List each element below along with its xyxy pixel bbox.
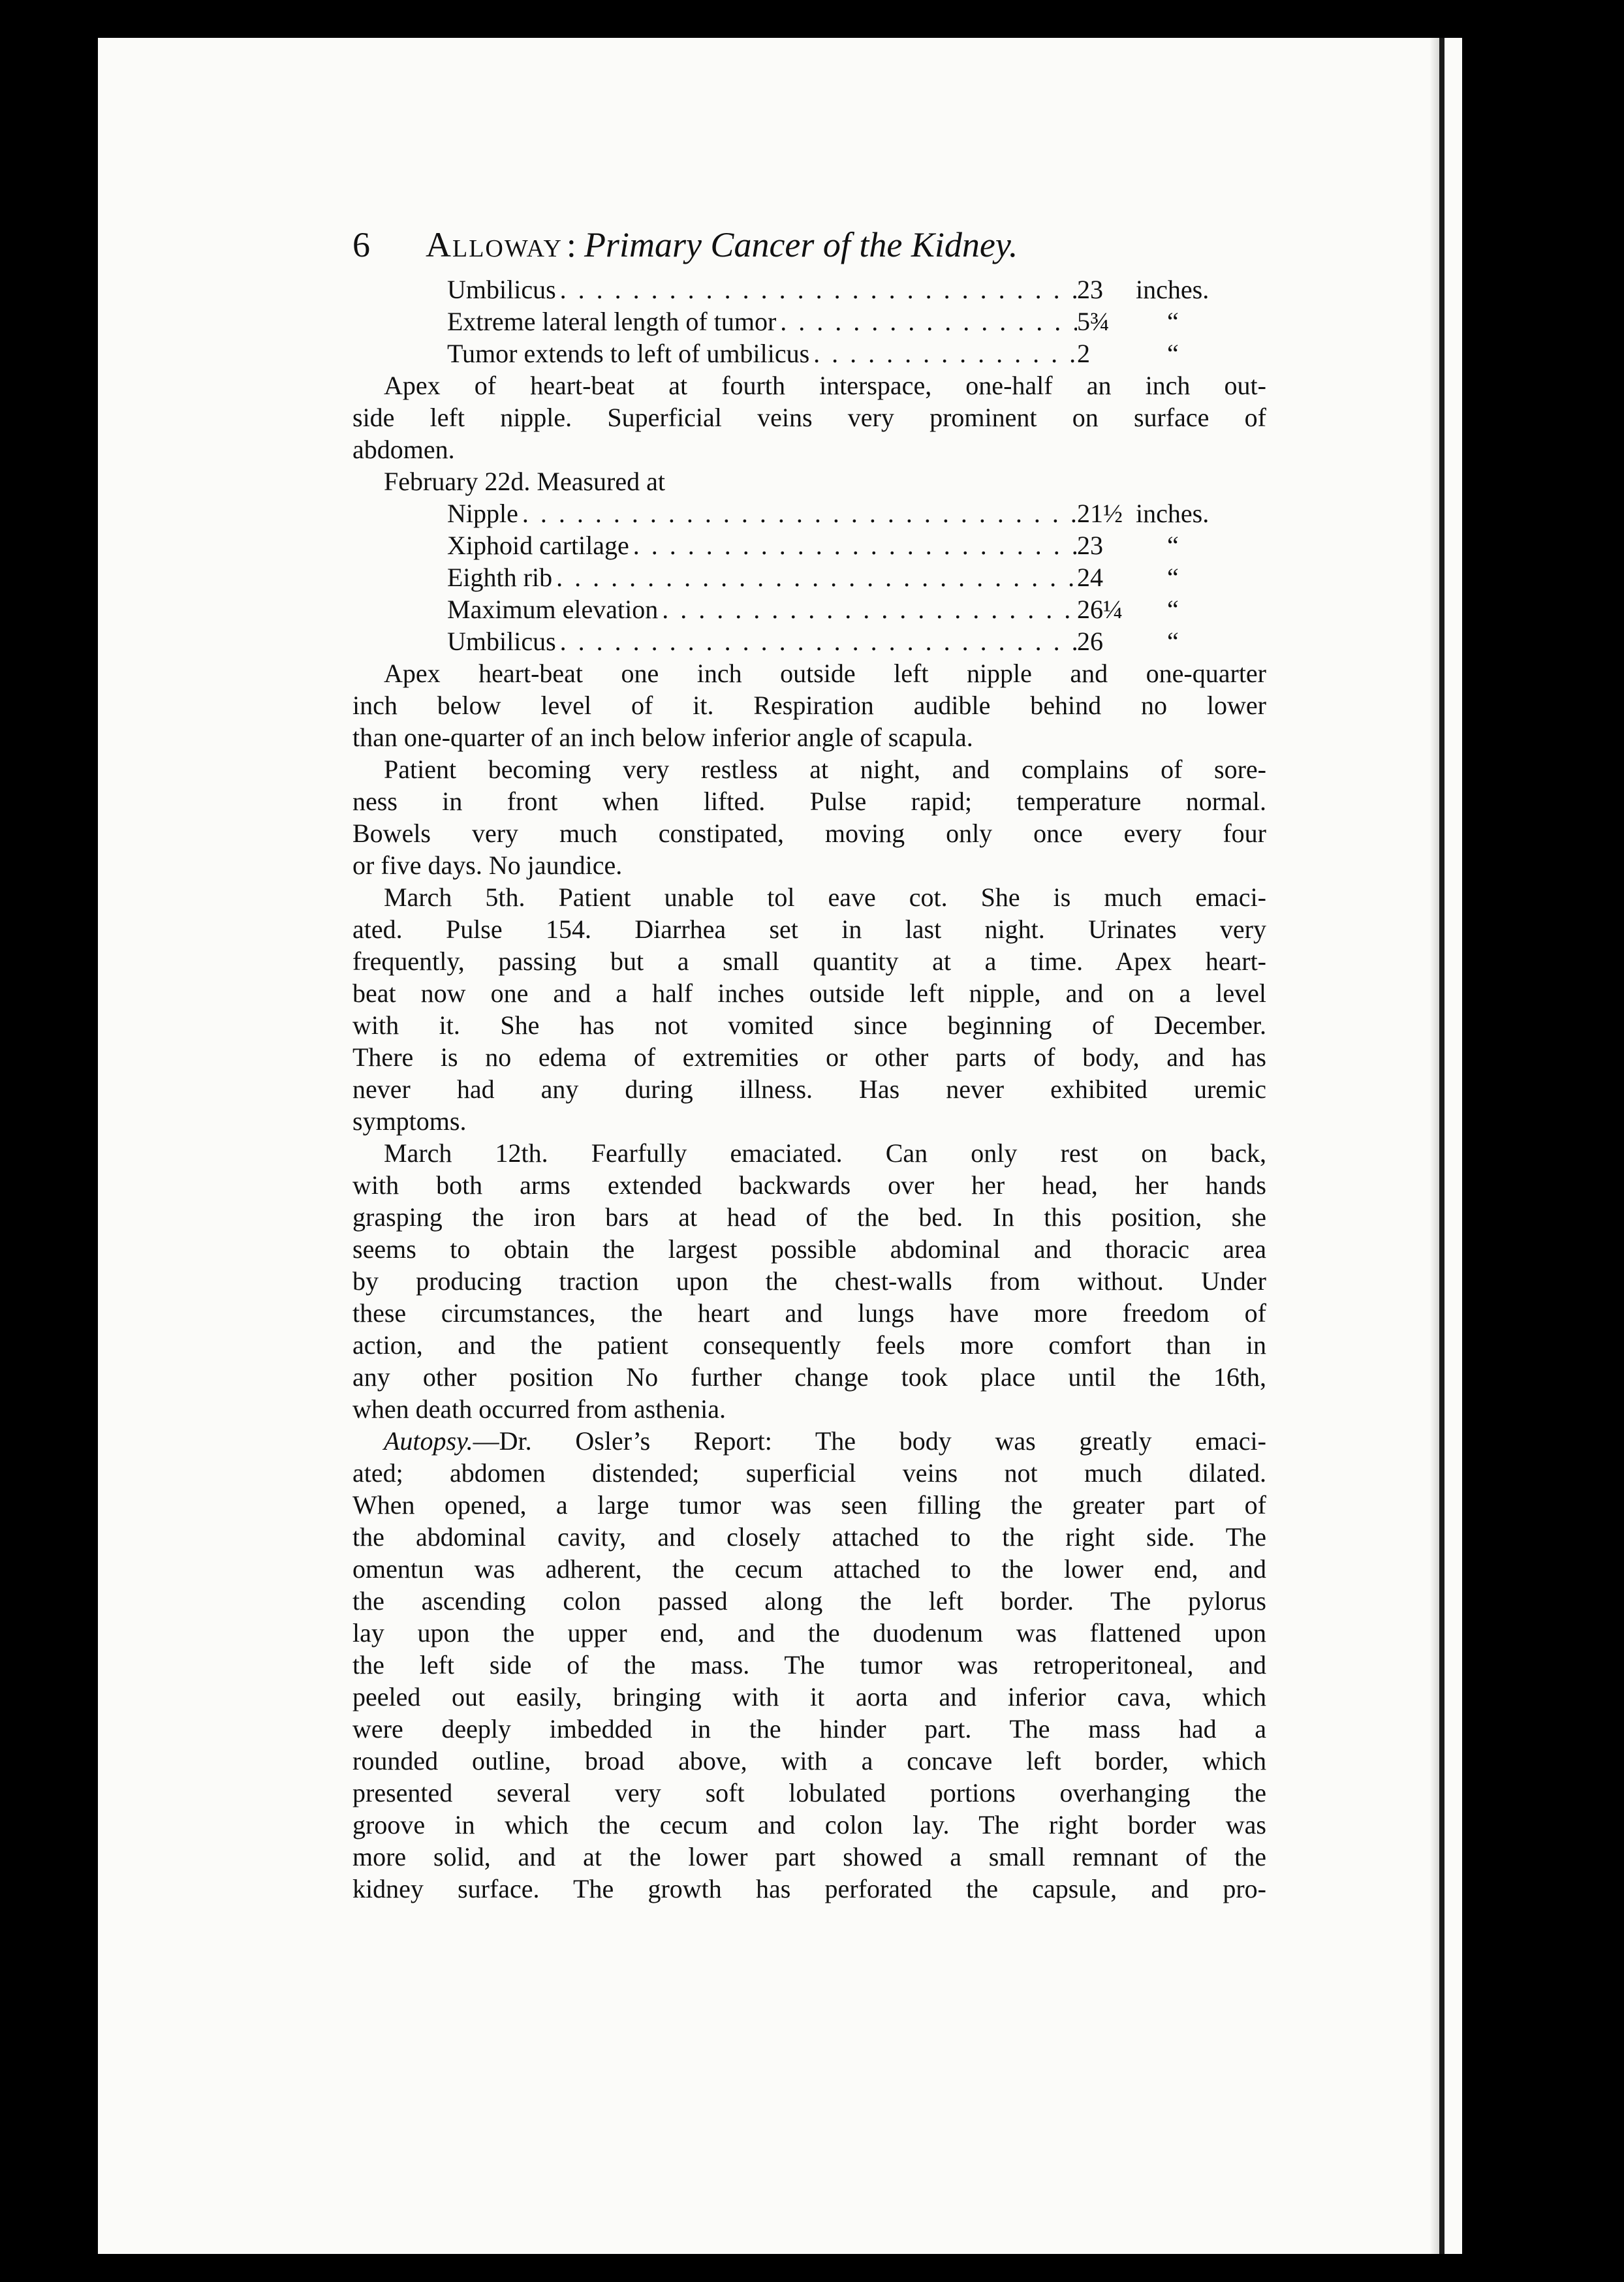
measurement-label: Umbilicus <box>447 627 556 656</box>
measurement-label: Umbilicus <box>447 275 556 304</box>
text-line: inch below level of it. Respiration audible behind no lower <box>352 691 1266 720</box>
running-header-author: Alloway <box>426 225 563 264</box>
measurement-value: 26¼ <box>1077 595 1123 624</box>
measurement-unit: “ <box>1167 531 1179 560</box>
text-line: seems to obtain the largest possible abdominal and thoracic area <box>352 1234 1266 1264</box>
dot-leader <box>556 625 1077 657</box>
text-line: more solid, and at the lower part showed a small remnant of the <box>352 1842 1266 1871</box>
measurement-unit: “ <box>1167 563 1179 592</box>
measurement-label: Xiphoid cartilage <box>447 531 629 560</box>
text-line: never had any during illness. Has never exhibited uremic <box>352 1074 1266 1104</box>
measurement-unit: “ <box>1167 307 1179 336</box>
text-line: lay upon the upper end, and the duodenum was flattened upon <box>352 1618 1266 1648</box>
paragraph-march-5th <box>352 881 1266 1137</box>
measurement-row <box>352 274 1266 305</box>
measurement-table-2 <box>352 497 1266 657</box>
measurement-label: Nipple <box>447 499 518 528</box>
february-22-intro: February 22d. Measured at <box>384 467 665 496</box>
page-number: 6 <box>352 225 370 264</box>
page-gutter-shadow <box>1429 38 1439 2254</box>
text-line: Patient becoming very restless at night, and complains of sore- <box>384 755 1266 784</box>
measurement-value: 26 <box>1077 627 1103 656</box>
measurement-label: Tumor extends to left of umbilicus <box>447 339 810 368</box>
running-header-separator: : <box>566 225 576 264</box>
paragraph-march-12th <box>352 1137 1266 1425</box>
text-line: or five days. No jaundice. <box>352 851 623 880</box>
text-line: than one-quarter of an inch below inferior angle of scapula. <box>352 723 973 752</box>
book-spine <box>1439 38 1444 2254</box>
measurement-row <box>352 305 1266 337</box>
text-line: these circumstances, the heart and lungs have more freedom of <box>352 1298 1266 1328</box>
text-line: ated; abdomen distended; superficial veins not much dilated. <box>352 1458 1266 1488</box>
dot-leader <box>809 337 1077 369</box>
paragraph-autopsy <box>352 1425 1266 1905</box>
text-line: by producing traction upon the chest-walls from without. Under <box>352 1266 1266 1296</box>
text-line: the abdominal cavity, and closely attached to the right side. The <box>352 1522 1266 1552</box>
text-line: side left nipple. Superficial veins very prominent on surface of <box>352 403 1266 432</box>
text-line: March 12th. Fearfully emaciated. Can only rest on back, <box>384 1138 1266 1168</box>
measurement-label: Eighth rib <box>447 563 553 592</box>
measurement-value: 23 <box>1077 275 1103 304</box>
measurement-row <box>352 593 1266 625</box>
dot-leader <box>629 529 1077 561</box>
measurement-value: 21½ <box>1077 499 1123 528</box>
measurement-value: 23 <box>1077 531 1103 560</box>
measurement-row <box>352 529 1266 561</box>
autopsy-first-line: —Dr. Osler’s Report: The body was greatly emaci- <box>473 1426 1266 1456</box>
text-line: kidney surface. The growth has perforated the capsule, and pro- <box>352 1874 1266 1903</box>
measurement-value: 24 <box>1077 563 1103 592</box>
dot-leader <box>552 561 1077 593</box>
measurement-label: Extreme lateral length of tumor <box>447 307 777 336</box>
text-line: the left side of the mass. The tumor was retroperitoneal, and <box>352 1650 1266 1680</box>
measurement-value: 2 <box>1077 339 1090 368</box>
dot-leader <box>556 274 1077 305</box>
text-line: omentun was adherent, the cecum attached to the lower end, and <box>352 1554 1266 1584</box>
autopsy-label: Autopsy. <box>384 1426 473 1456</box>
text-line: any other position No further change took place until the 16th, <box>352 1362 1266 1392</box>
text-line: the ascending colon passed along the left border. The pylorus <box>352 1586 1266 1616</box>
text-line: were deeply imbedded in the hinder part. The mass had a <box>352 1714 1266 1743</box>
text-line: Apex heart-beat one inch outside left nipple and one-quarter <box>384 659 1266 688</box>
text-line: ness in front when lifted. Pulse rapid; temperature normal. <box>352 787 1266 816</box>
dot-leader <box>518 497 1077 529</box>
running-header <box>352 225 1266 264</box>
text-line: presented several very soft lobulated portions overhanging the <box>352 1778 1266 1807</box>
measurement-row <box>352 497 1266 529</box>
text-line: abdomen. <box>352 435 455 464</box>
text-line: with both arms extended backwards over her head, her hands <box>352 1170 1266 1200</box>
text-line: beat now one and a half inches outside left nipple, and on a level <box>352 978 1266 1008</box>
text-line: Apex of heart-beat at fourth interspace, one-half an inch out- <box>384 371 1266 400</box>
dot-leader <box>658 593 1077 625</box>
text-line: symptoms. <box>352 1106 467 1136</box>
paragraph-apex-heartbeat-2 <box>352 657 1266 753</box>
text-line: When opened, a large tumor was seen filling the greater part of <box>352 1490 1266 1520</box>
dot-leader <box>776 305 1077 337</box>
measurement-row <box>352 337 1266 369</box>
text-line <box>352 1425 1266 1457</box>
page-content <box>352 225 1266 1905</box>
text-line: grasping the iron bars at head of the bed. In this position, she <box>352 1202 1266 1232</box>
measurement-unit: “ <box>1167 339 1179 368</box>
measurement-table-1 <box>352 274 1266 369</box>
measurement-unit: “ <box>1167 595 1179 624</box>
text-line: peeled out easily, bringing with it aorta and inferior cava, which <box>352 1682 1266 1712</box>
measurement-unit: inches. <box>1136 499 1210 528</box>
text-line: rounded outline, broad above, with a concave left border, which <box>352 1746 1266 1775</box>
text-line: groove in which the cecum and colon lay. The right border was <box>352 1810 1266 1839</box>
measurement-unit: inches. <box>1136 275 1210 304</box>
running-header-title: Primary Cancer of the Kidney. <box>584 225 1018 264</box>
text-line: Bowels very much constipated, moving only once every four <box>352 819 1266 848</box>
text-line: ated. Pulse 154. Diarrhea set in last night. Urinates very <box>352 914 1266 944</box>
text-line: action, and the patient consequently feels more comfort than in <box>352 1330 1266 1360</box>
measurement-row <box>352 625 1266 657</box>
text-line: There is no edema of extremities or other parts of body, and has <box>352 1042 1266 1072</box>
measurement-row <box>352 561 1266 593</box>
measurement-label: Maximum elevation <box>447 595 659 624</box>
paragraph-patient-restless <box>352 753 1266 881</box>
text-line: with it. She has not vomited since beginning of December. <box>352 1010 1266 1040</box>
paragraph-apex-heartbeat-1 <box>352 369 1266 465</box>
text-line: when death occurred from asthenia. <box>352 1394 726 1424</box>
text-line: frequently, passing but a small quantity at a time. Apex heart- <box>352 946 1266 976</box>
measurement-value: 5¾ <box>1077 307 1110 336</box>
text-line: March 5th. Patient unable tol eave cot. She is much emaci- <box>384 883 1266 912</box>
measurement-unit: “ <box>1167 627 1179 656</box>
